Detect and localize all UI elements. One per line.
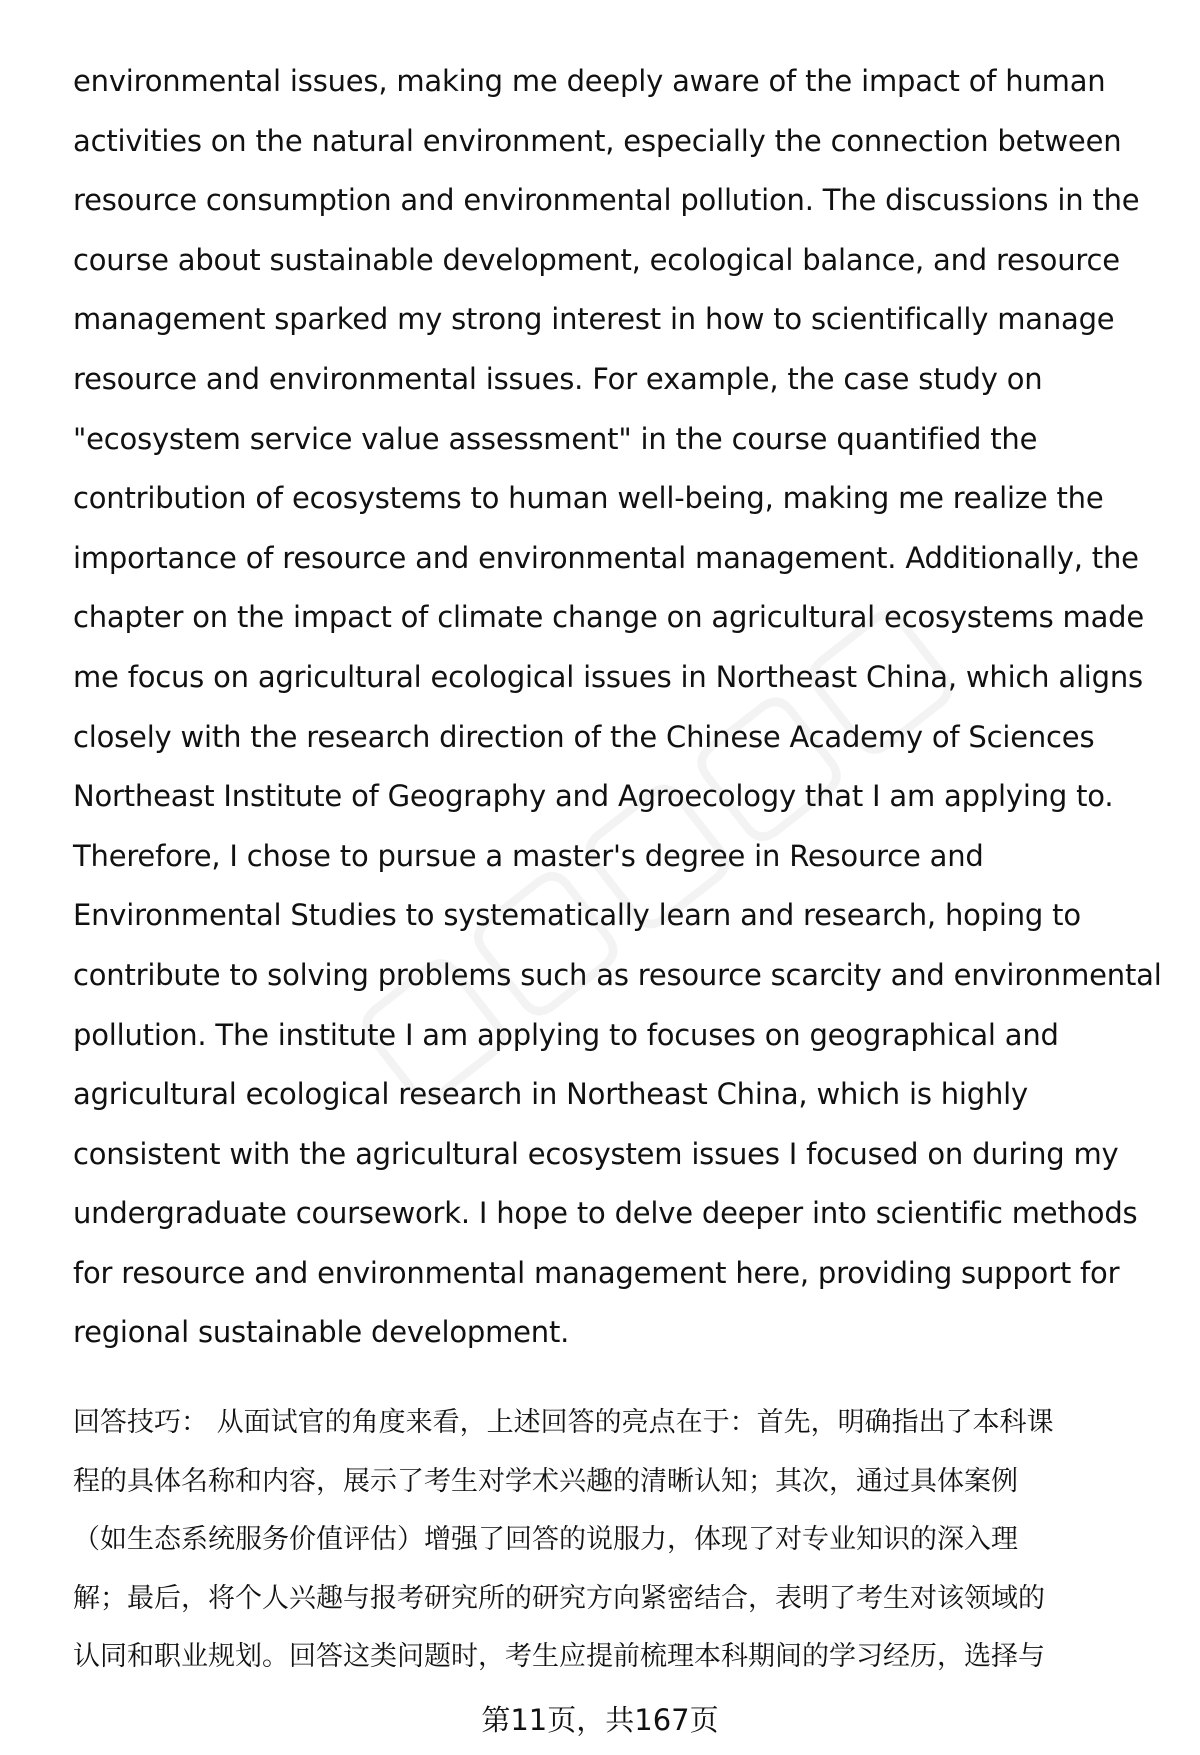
- paragraph-line: contribution of ecosystems to human well-being, making me realize the: [73, 481, 1104, 516]
- paragraph-line: resource and environmental issues. For example, the case study on: [73, 361, 1043, 396]
- answer-tips-paragraph: [73, 1394, 1163, 1687]
- paragraph-line: for resource and environmental management here, providing support for: [73, 1255, 1120, 1290]
- paragraph-line: Therefore, I chose to pursue a master's degree in Resource and: [73, 838, 984, 873]
- paragraph-line: environmental issues, making me deeply aware of the impact of human: [73, 64, 1106, 98]
- paragraph-line: undergraduate coursework. I hope to delve deeper into scientific methods: [73, 1196, 1138, 1231]
- paragraph-line: contribute to solving problems such as resource scarcity and environmental: [73, 957, 1162, 992]
- tips-line: （如生态系统服务价值评估）增强了回答的说服力，体现了对专业知识的深入理: [73, 1524, 1018, 1555]
- page-number: 第11页，共167页: [481, 1703, 719, 1737]
- paragraph-line: chapter on the impact of climate change on agricultural ecosystems made: [73, 600, 1145, 635]
- paragraph-line: Environmental Studies to systematically learn and research, hoping to: [73, 898, 1081, 933]
- answer-paragraph: [73, 52, 1163, 1363]
- tips-line: 解；最后，将个人兴趣与报考研究所的研究方向紧密结合，表明了考生对该领域的: [73, 1582, 1045, 1614]
- tips-line: 回答技巧： 从面试官的角度来看，上述回答的亮点在于：首先，明确指出了本科课: [73, 1407, 1054, 1438]
- paragraph-line: pollution. The institute I am applying to focuses on geographical and: [73, 1017, 1059, 1052]
- paragraph-line: course about sustainable development, ecological balance, and resource: [73, 242, 1120, 277]
- paragraph-line: activities on the natural environment, especially the connection between: [73, 123, 1122, 158]
- paragraph-line: "ecosystem service value assessment" in the course quantified the: [73, 421, 1038, 456]
- paragraph-line: importance of resource and environmental management. Additionally, the: [73, 540, 1139, 575]
- paragraph-line: me focus on agricultural ecological issues in Northeast China, which aligns: [73, 659, 1143, 694]
- paragraph-line: regional sustainable development.: [73, 1315, 570, 1350]
- tips-line: 认同和职业规划。回答这类问题时，考生应提前梳理本科期间的学习经历，选择与: [73, 1641, 1045, 1672]
- paragraph-line: consistent with the agricultural ecosystem issues I focused on during my: [73, 1136, 1119, 1171]
- paragraph-line: Northeast Institute of Geography and Agroecology that I am applying to.: [73, 779, 1114, 814]
- paragraph-line: resource consumption and environmental pollution. The discussions in the: [73, 183, 1140, 218]
- tips-line: 程的具体名称和内容，展示了考生对学术兴趣的清晰认知；其次，通过具体案例: [73, 1465, 1018, 1497]
- paragraph-line: management sparked my strong interest in how to scientifically manage: [73, 302, 1115, 337]
- paragraph-line: agricultural ecological research in Northeast China, which is highly: [73, 1077, 1028, 1112]
- paragraph-line: closely with the research direction of the Chinese Academy of Sciences: [73, 719, 1095, 754]
